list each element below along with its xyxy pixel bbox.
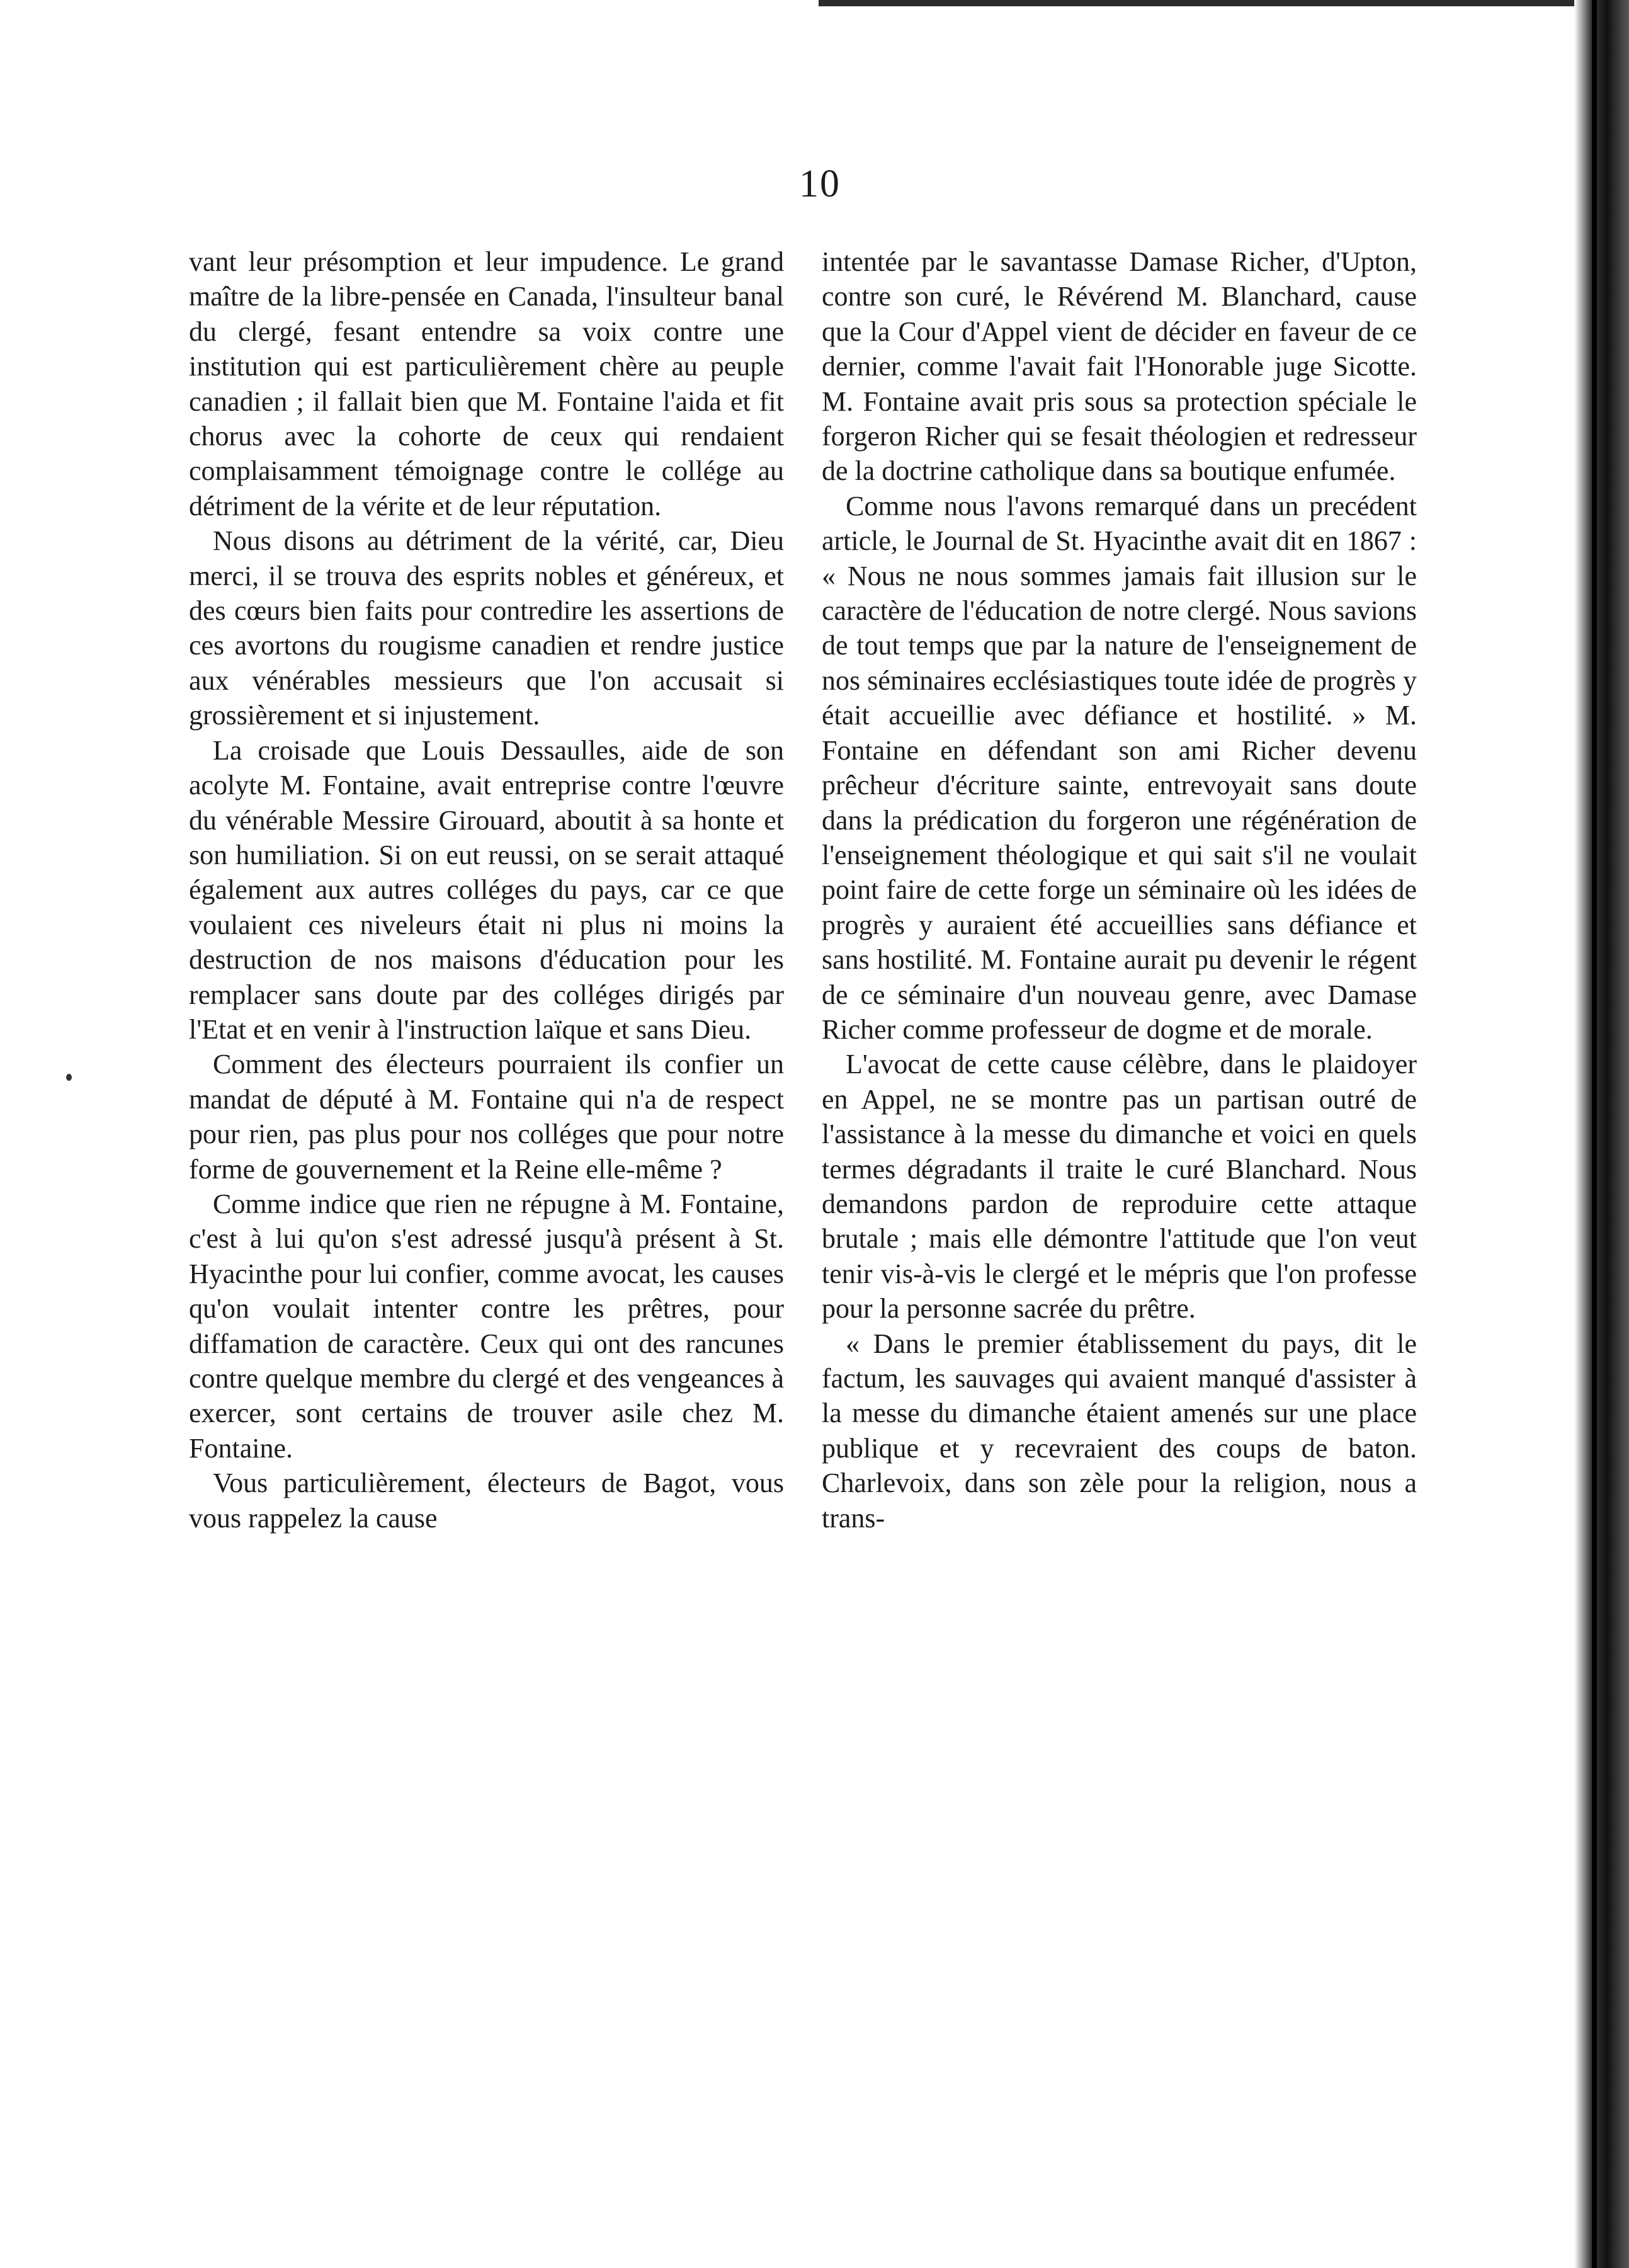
top-border-rule xyxy=(819,0,1574,6)
paragraph: Comment des électeurs pourraient ils confier un mandat de député à M. Fontaine qui n'a de respect pour rien, pas plus pour nos colléges que pour notre forme de gouvernement et la Reine elle-même ? xyxy=(189,1049,784,1185)
ink-speck xyxy=(66,1074,72,1081)
page-number: 10 xyxy=(799,162,841,205)
paragraph: La croisade que Louis Dessaulles, aide de son acolyte M. Fontaine, avait entreprise contre l'œuvre du vénérable Messire Girouard, aboutit à sa honte et son humiliation. Si on eut reussi, on se serait attaqué également aux autres colléges du pays, car ce que voulaient ces niveleurs était ni plus ni moins la destruction de nos maisons d'éducation pour les remplacer sans doute par des colléges dirigés par l'Etat et en venir à l'instruction laïque et sans Dieu. xyxy=(189,734,784,1045)
page-edge-shadow xyxy=(1574,0,1629,2268)
paragraph: « Dans le premier établissement du pays, dit le factum, les sauvages qui avaient manqué d'assister à la messe du dimanche étaient amenés sur une place publique et y recevraient des coups de baton. Charlevoix, dans son zèle pour la religion, nous a trans- xyxy=(822,1328,1417,1534)
left-column xyxy=(189,244,784,1536)
right-column xyxy=(822,244,1417,1536)
paragraph: Nous disons au détriment de la vérité, car, Dieu merci, il se trouva des esprits nobles et généreux, et des cœurs bien faits pour contredire les assertions de ces avortons du rougisme canadien et rendre justice aux vénérables messieurs que l'on accusait si grossièrement et si injustement. xyxy=(189,525,784,731)
paragraph: Comme nous l'avons remarqué dans un precédent article, le Journal de St. Hyacinthe avait dit en 1867 : « Nous ne nous sommes jamais fait illusion sur le caractère de l'éducation de notre clergé. Nous savions de tout temps que par la nature de l'enseignement de nos séminaires ecclésiastiques toute idée de progrès y était accueillie avec défiance et hostilité. » M. Fontaine en défendant son ami Richer devenu prêcheur d'écriture sainte, entrevoyait sans doute dans la prédication du forgeron une régénération de l'enseignement théologique et qui sait s'il ne voulait point faire de cette forge un séminaire où les idées de progrès y auraient été accueillies sans défiance et sans hostilité. M. Fontaine aurait pu devenir le régent de ce séminaire d'un nouveau genre, avec Damase Richer comme professeur de dogme et de morale. xyxy=(822,490,1417,1045)
paragraph: intentée par le savantasse Damase Richer, d'Upton, contre son curé, le Révérend M. Blanchard, cause que la Cour d'Appel vient de décider en faveur de ce dernier, comme l'avait fait l'Honorable juge Sicotte. M. Fontaine avait pris sous sa protection spéciale le forgeron Richer qui se fesait théologien et redresseur de la doctrine catholique dans sa boutique enfumée. xyxy=(822,246,1417,487)
paragraph: Comme indice que rien ne répugne à M. Fontaine, c'est à lui qu'on s'est adressé jusqu'à présent à St. Hyacinthe pour lui confier, comme avocat, les causes qu'on voulait intenter contre les prêtres, pour diffamation de caractère. Ceux qui ont des rancunes contre quelque membre du clergé et des vengeances à exercer, sont certains de trouver asile chez M. Fontaine. xyxy=(189,1188,784,1464)
paragraph: vant leur présomption et leur impudence. Le grand maître de la libre-pensée en Canada, l'insulteur banal du clergé, fesant entendre sa voix contre une institution qui est particulièrement chère au peuple canadien ; il fallait bien que M. Fontaine l'aida et fit chorus avec la cohorte de ceux qui rendaient complaisamment témoignage contre le collége au détriment de la vérite et de leur réputation. xyxy=(189,246,784,521)
paragraph: L'avocat de cette cause célèbre, dans le plaidoyer en Appel, ne se montre pas un partisan outré de l'assistance à la messe du dimanche et voici en quels termes dégradants il traite le curé Blanchard. Nous demandons pardon de reproduire cette attaque brutale ; mais elle démontre l'attitude que l'on veut tenir vis-à-vis le clergé et le mépris que l'on professe pour la personne sacrée du prêtre. xyxy=(822,1049,1417,1325)
paragraph: Vous particulièrement, électeurs de Bagot, vous vous rappelez la cause xyxy=(189,1467,784,1534)
page-edge-line xyxy=(1592,0,1597,2268)
